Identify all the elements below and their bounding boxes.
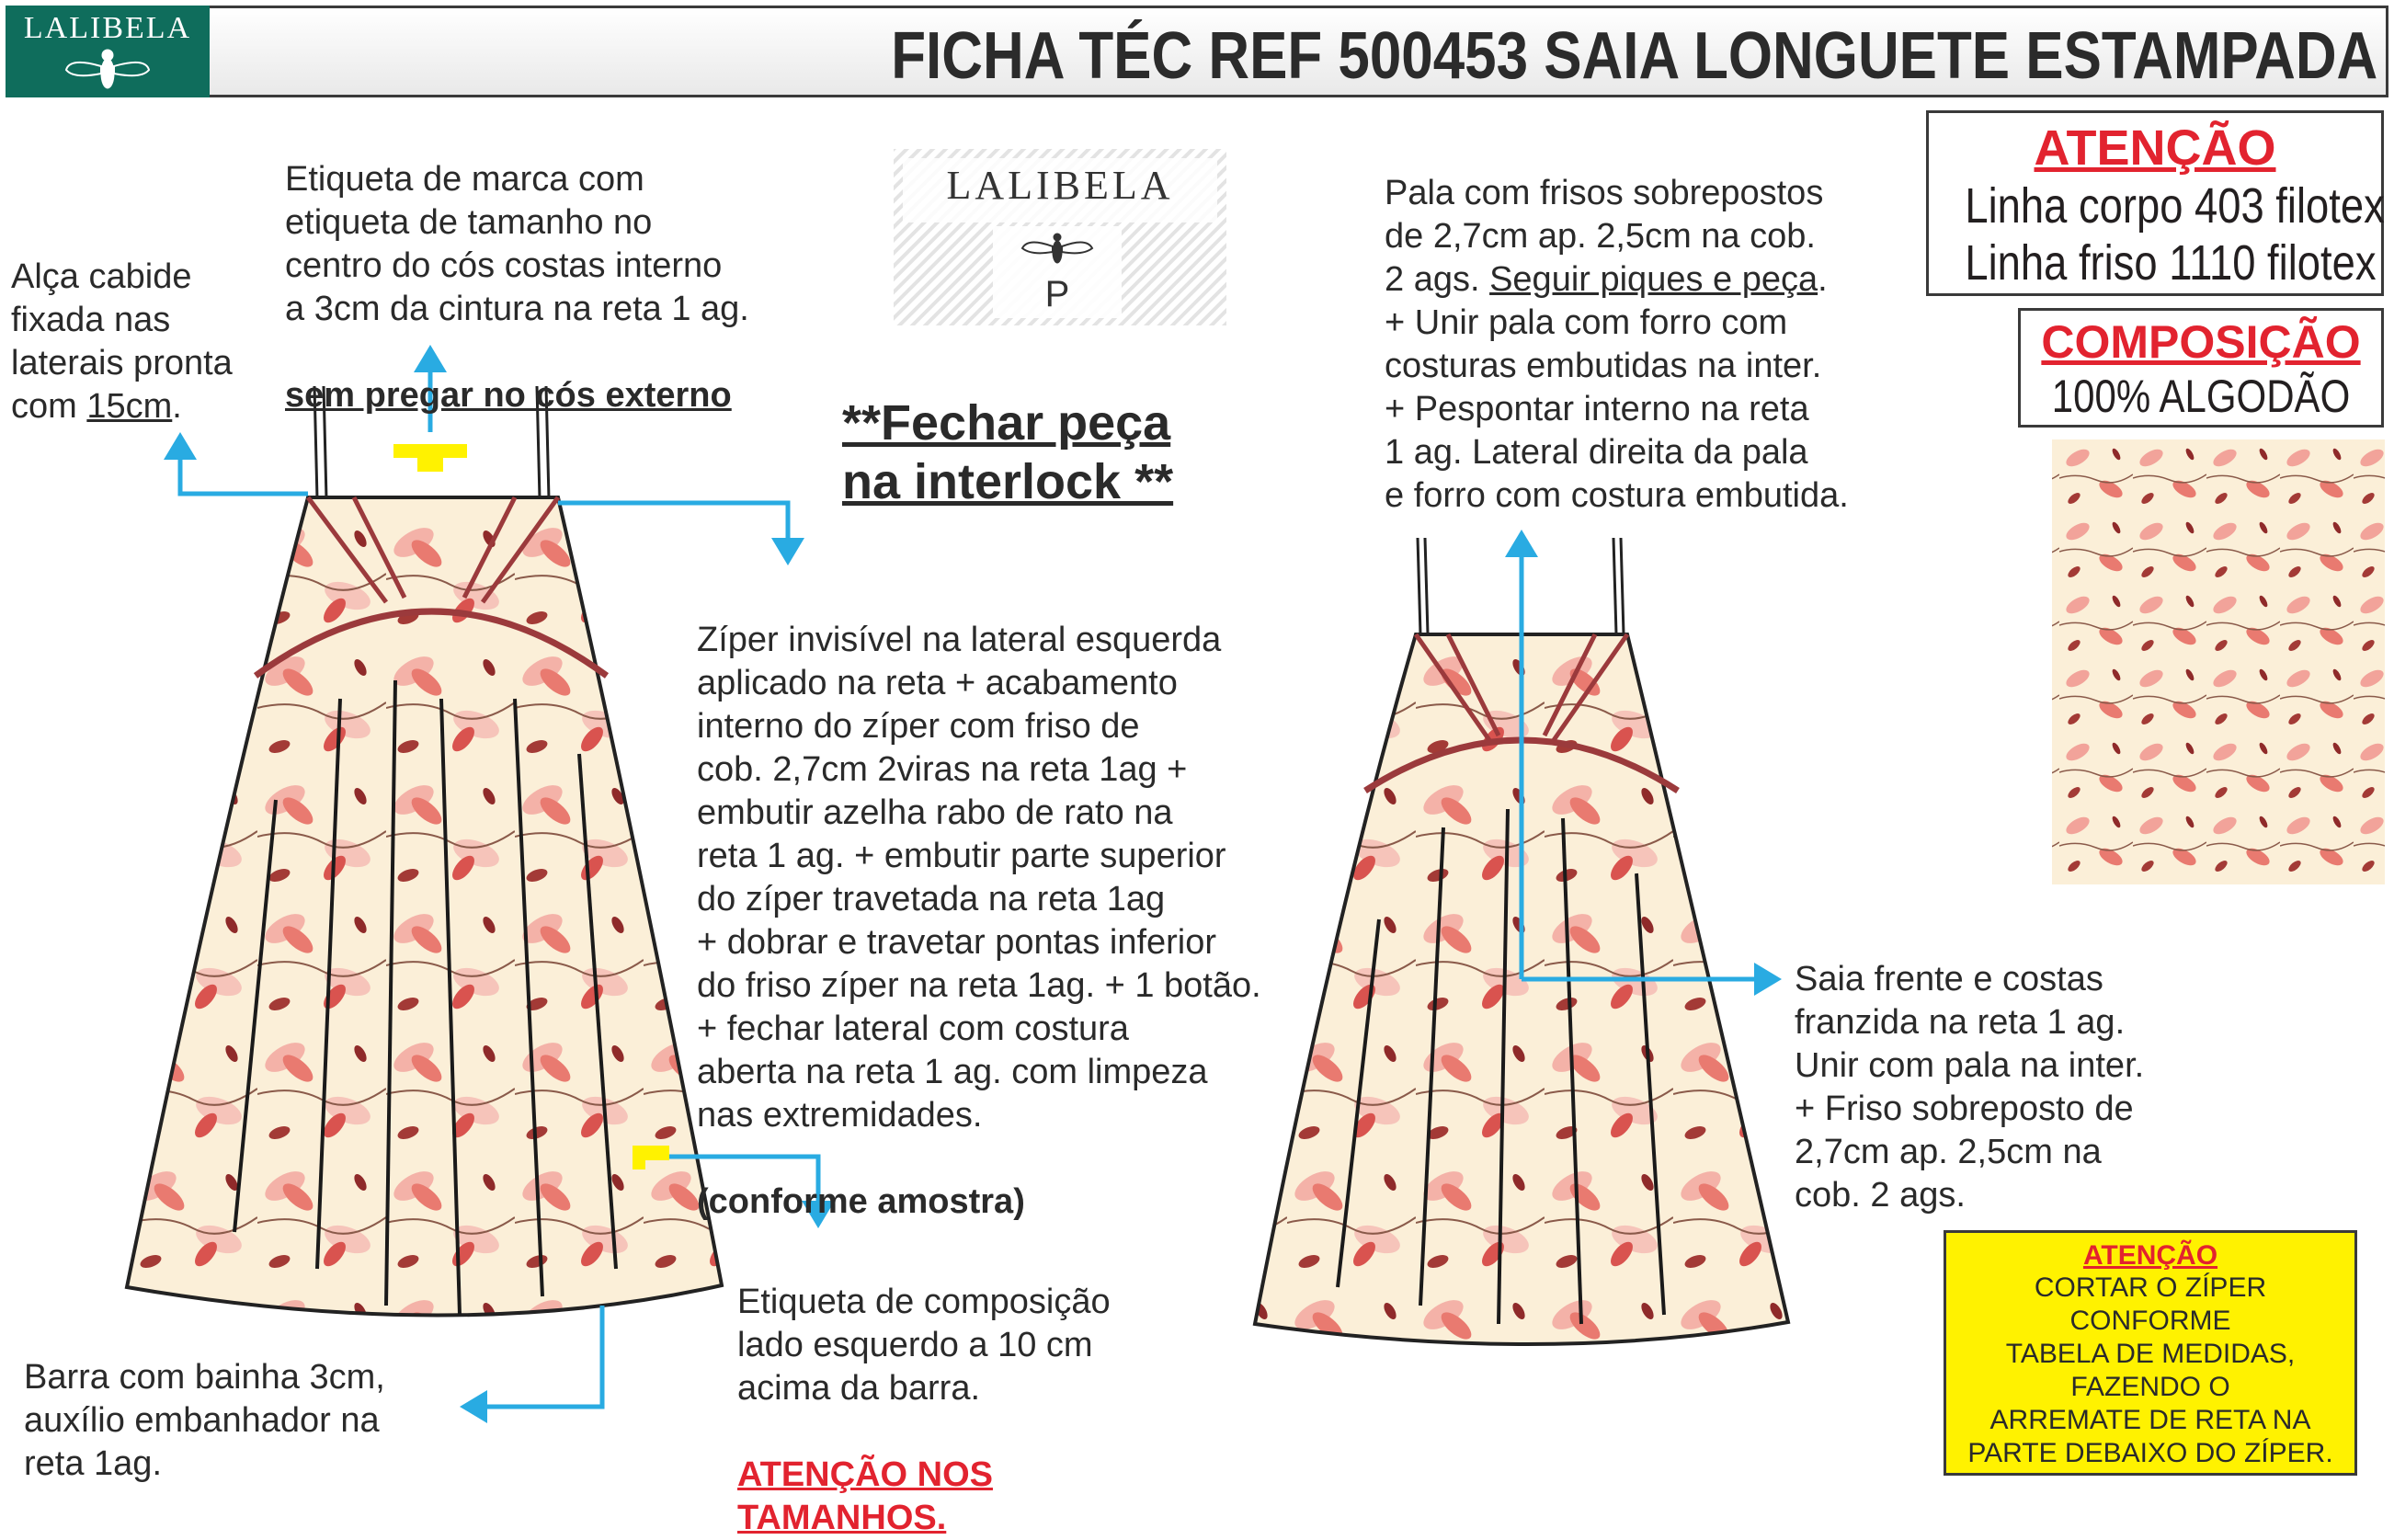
composition-heading: COMPOSIÇÃO xyxy=(2041,316,2361,368)
note-yoke-underlined: Seguir piques e peça xyxy=(1489,260,1818,299)
note-hanger-loop-end: . xyxy=(172,387,182,426)
note-composition-label-text: Etiqueta de composição lado esquerdo a 10 cm acima da barra. xyxy=(737,1283,1111,1408)
note-brand-label-text: Etiqueta de marca com etiqueta de tamanho no centro do cós costas interno a 3cm da cintura na reta 1 ag. xyxy=(285,160,749,328)
attention-heading: ATENÇÃO xyxy=(2034,120,2276,176)
note-hanger-loop-text: Alça cabide fixada nas laterais pronta com xyxy=(11,257,233,426)
note-brand-label-emphasis: sem pregar no cós externo xyxy=(285,376,732,415)
note-composition-warning: ATENÇÃO NOS TAMANHOS. xyxy=(737,1455,993,1537)
zipper-warning-heading: ATENÇÃO xyxy=(2082,1240,2218,1271)
fabric-swatch xyxy=(2052,439,2385,884)
page-title: FICHA TÉC REF 500453 SAIA LONGUETE ESTAMPADA xyxy=(890,19,2377,93)
note-hanger-loop xyxy=(11,256,233,428)
label-brand-text: LALIBELA xyxy=(946,163,1174,208)
label-size-text: P xyxy=(1044,274,1070,314)
note-zipper-emphasis: (conforme amostra) xyxy=(697,1182,1025,1221)
note-zipper-text: Zíper invisível na lateral esquerda aplicado na reta + acabamento interno do zíper com friso de cob. 2,7cm 2viras na reta 1ag + embutir azelha rabo de rato na reta 1 ag. + embutir parte superior do zíper travetada na reta 1ag + dobrar e travetar pontas inferior do friso zíper na reta 1ag. + 1 botão. + fechar lateral com costura aberta na reta 1 ag. com limpeza nas extremidades. xyxy=(697,621,1261,1135)
note-composition-label xyxy=(737,1238,1111,1540)
zipper-warning-box xyxy=(1944,1230,2357,1476)
skirt-back-view xyxy=(127,386,722,1316)
note-zipper xyxy=(697,576,1261,1224)
note-brand-label xyxy=(285,115,749,417)
composition-box xyxy=(2018,308,2384,428)
attention-box xyxy=(1926,110,2384,296)
composition-value: 100% ALGODÃO xyxy=(2051,371,2351,422)
note-hem: Barra com bainha 3cm, auxílio embanhador na reta 1ag. xyxy=(24,1358,385,1483)
attention-line1: Linha corpo 403 filotex xyxy=(1965,178,2385,234)
note-skirt: Saia frente e costas franzida na reta 1 ag. Unir com pala na inter. + Friso sobreposto de 2,7cm ap. 2,5cm na cob. 2 ags. xyxy=(1795,960,2145,1215)
note-hanger-loop-measure: 15cm xyxy=(86,387,173,426)
note-yoke xyxy=(1385,172,1849,518)
zipper-warning-body: CORTAR O ZÍPER CONFORME TABELA DE MEDIDAS, FAZENDO O ARREMATE DE RETA NA PARTE DEBAIXO DO ZÍPER. xyxy=(1967,1272,2333,1468)
note-yoke-line2: . + Unir pala com forro com costuras embutidas na inter. + Pespontar interno na reta 1 ag. Lateral direita da pala e forro com costura embutida. xyxy=(1385,260,1849,515)
note-close-piece: **Fechar peça na interlock ** xyxy=(842,395,1174,509)
attention-line2: Linha friso 1110 filotex xyxy=(1965,235,2377,291)
brand-name: LALIBELA xyxy=(23,11,192,45)
note-yoke-line1: Pala com frisos sobrepostos de 2,7cm ap. 2,5cm na cob. 2 ags. xyxy=(1385,174,1824,299)
